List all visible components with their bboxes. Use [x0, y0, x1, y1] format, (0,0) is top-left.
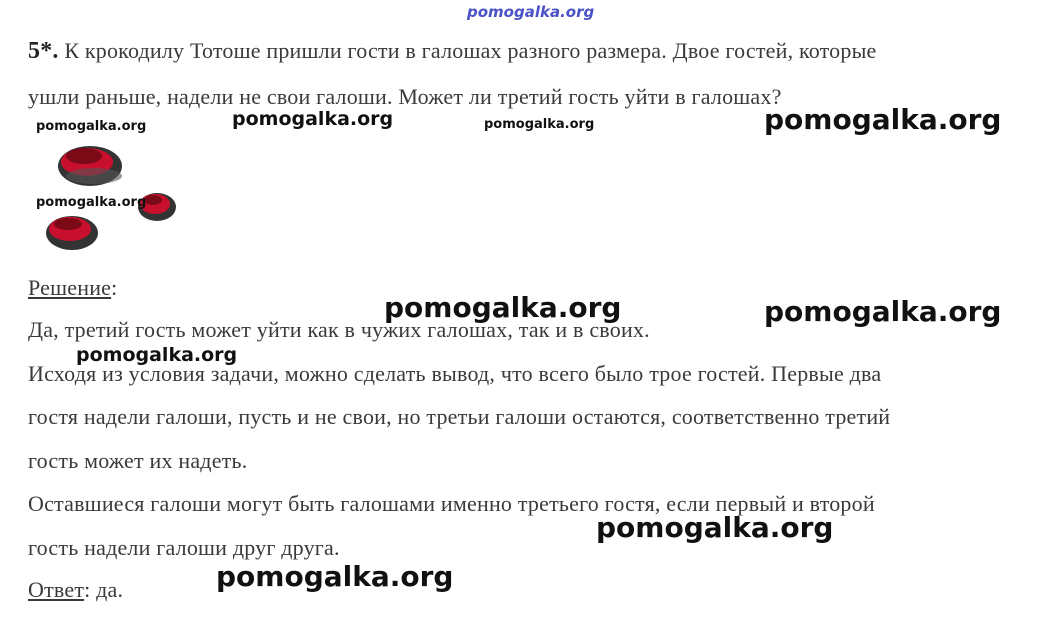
solution-label: Решение [28, 275, 112, 300]
task-text-1: К крокодилу Тотоше пришли гости в галошах разного размера. Двое гостей, которые [64, 38, 877, 63]
solution-heading [28, 275, 117, 301]
watermark: pomogalka.org [36, 195, 147, 210]
solution-line: Да, третий гость может уйти как в чужих галошах, так и в своих. [28, 317, 650, 342]
solution-line: гость может их надеть. [28, 448, 248, 473]
answer-text: : да. [84, 577, 124, 602]
task-number: 5*. [28, 38, 59, 64]
watermark: pomogalka.org [764, 295, 1002, 328]
answer-line [28, 577, 123, 603]
task-text-2: ушли раньше, надели не свои галоши. Может ли третий гость уйти в галошах? [28, 84, 782, 109]
watermark: pomogalka.org [36, 119, 147, 134]
watermark: pomogalka.org [764, 103, 1002, 136]
solution-line: Исходя из условия задачи, можно сделать вывод, что всего было трое гостей. Первые два [28, 361, 882, 386]
task-line-2 [28, 84, 782, 110]
solution-line: Оставшиеся галоши могут быть галошами именно третьего гостя, если первый и второй [28, 491, 875, 516]
watermark: pomogalka.org [484, 117, 595, 132]
galoshes-icon [44, 208, 100, 254]
answer-label: Ответ [28, 577, 85, 602]
watermark: pomogalka.org [232, 108, 394, 130]
solution-colon: : [111, 275, 118, 300]
site-header-link[interactable]: pomogalka.org [467, 3, 595, 21]
watermark: pomogalka.org [76, 344, 238, 366]
task-line-1 [28, 38, 877, 64]
watermark: pomogalka.org [384, 291, 622, 324]
solution-line: гостя надели галоши, пусть и не свои, но третьи галоши остаются, соответственно третий [28, 404, 891, 429]
solution-line: гость надели галоши друг друга. [28, 535, 340, 560]
watermark: pomogalka.org [216, 560, 454, 593]
galoshes-icon [54, 136, 124, 192]
watermark: pomogalka.org [596, 511, 834, 544]
